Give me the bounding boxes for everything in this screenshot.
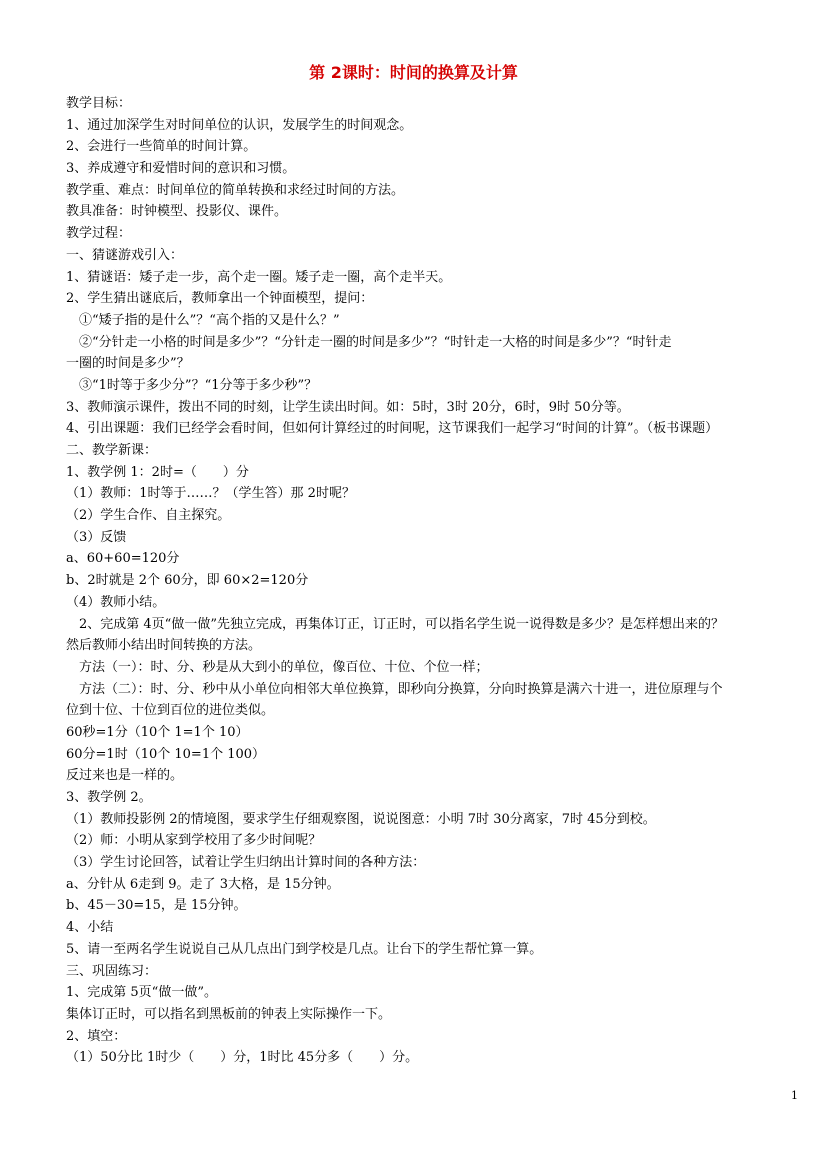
text-line: （2）学生合作、自主探究。: [66, 508, 231, 524]
text-line: 1、猜谜语：矮子走一步，高个走一圈。矮子走一圈，高个走半天。: [66, 269, 452, 285]
text-line: （1）教师投影例 2的情境图，要求学生仔细观察图，说说图意：小明 7时 30分离家，7时 45分到校。: [66, 811, 656, 827]
page-number: 1: [791, 1089, 798, 1102]
text-line: 5、请一至两名学生说说自己从几点出门到学校是几点。让台下的学生帮忙算一算。: [66, 941, 543, 957]
text-line: 4、引出课题：我们已经学会看时间，但如何计算经过的时间呢，这节课我们一起学习“时间的计算”。（板书课题）: [66, 421, 719, 437]
text-line: ③“1时等于多少分”？“1分等于多少秒”？: [79, 377, 318, 393]
text-line: ①“矮子指的是什么”？“高个指的又是什么？”: [79, 312, 340, 328]
text-line: 1、通过加深学生对时间单位的认识，发展学生的时间观念。: [66, 117, 413, 133]
lesson-body: [66, 93, 792, 1069]
text-line: 一圈的时间是多少”？: [66, 356, 190, 372]
text-line: 2、完成第 4页“做一做”先独立完成，再集体订正，订正时，可以指名学生说一说得数是多少？是怎样想出来的？: [79, 616, 724, 632]
text-line: （3）反馈: [66, 529, 127, 545]
text-line: 1、教学例 1：2时=（ ）分: [66, 464, 249, 480]
text-line: （2）师：小明从家到学校用了多少时间呢？: [66, 833, 322, 849]
text-line: 教具准备：时钟模型、投影仪、课件。: [66, 204, 288, 220]
text-line: b、45－30=15，是 15分钟。: [66, 898, 247, 914]
text-line: （3）学生讨论回答，试着让学生归纳出计算时间的各种方法：: [66, 855, 426, 871]
text-line: 一、猜谜游戏引入：: [66, 247, 184, 263]
text-line: 3、教师演示课件，拨出不同的时刻，让学生读出时间。如：5时，3时 20分，6时，9时 50分等。: [66, 399, 630, 415]
text-line: 60分=1时（10个 10=1个 100）: [66, 746, 266, 762]
text-line: （4）教师小结。: [66, 594, 166, 610]
text-line: 3、养成遵守和爱惜时间的意识和习惯。: [66, 161, 296, 177]
text-line: 方法（一）：时、分、秒是从大到小的单位，像百位、十位、个位一样；: [79, 659, 489, 675]
text-line: 集体订正时，可以指名到黑板前的钟表上实际操作一下。: [66, 1006, 392, 1022]
text-line: a、分针从 6走到 9。走了 3大格，是 15分钟。: [66, 876, 340, 892]
text-line: 反过来也是一样的。: [66, 768, 184, 784]
text-line: 4、小结: [66, 920, 114, 936]
text-line: a、60+60=120分: [66, 551, 180, 567]
text-line: 教学过程：: [66, 226, 132, 242]
text-line: （1）教师：1时等于……？（学生答）那 2时呢？: [66, 486, 355, 502]
text-line: 2、会进行一些简单的时间计算。: [66, 139, 257, 155]
text-line: 1、完成第 5页“做一做”。: [66, 985, 217, 1001]
text-line: 3、教学例 2。: [66, 790, 152, 805]
text-line: b、2时就是 2个 60分，即 60×2=120分: [66, 573, 309, 589]
text-line: ②“分针走一小格的时间是多少”？“分针走一圈的时间是多少”？“时针走一大格的时间是多少”？“时针走: [79, 334, 672, 350]
text-line: 2、学生猜出谜底后，教师拿出一个钟面模型，提问：: [66, 291, 374, 307]
text-line: 2、填空：: [66, 1028, 127, 1044]
page-title: 第 2课时：时间的换算及计算: [309, 63, 518, 82]
text-line: 三、巩固练习：: [66, 963, 158, 979]
text-line: 位到十位、十位到百位的进位类似。: [66, 703, 275, 719]
text-line: 二、教学新课：: [66, 443, 158, 458]
text-line: （1）50分比 1时少（ ）分，1时比 45分多（ ）分。: [66, 1050, 419, 1066]
text-line: 然后教师小结出时间转换的方法。: [66, 638, 262, 654]
text-line: 方法（二）：时、分、秒中从小单位向相邻大单位换算，即秒向分换算，分向时换算是满六十进一，进位原理与个: [79, 681, 723, 697]
text-line: 教学重、难点：时间单位的简单转换和求经过时间的方法。: [66, 182, 405, 198]
text-line: 60秒=1分（10个 1=1个 10）: [66, 724, 249, 740]
text-line: 教学目标：: [66, 96, 132, 111]
